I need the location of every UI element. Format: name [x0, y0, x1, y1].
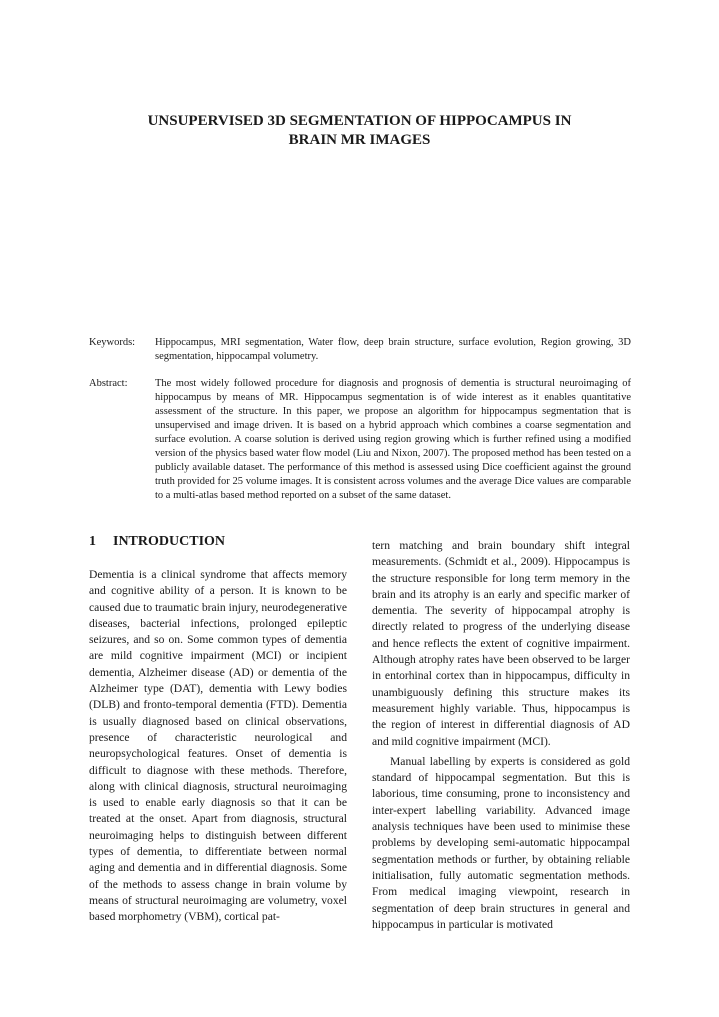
section-heading-introduction	[89, 533, 347, 551]
section-number: 1	[89, 534, 96, 549]
title-line-1: UNSUPERVISED 3D SEGMENTATION OF HIPPOCAMPUS IN	[147, 113, 572, 129]
abstract-text: The most widely followed procedure for diagnosis and prognosis of dementia is structural neuroimaging of hippocampus by means of MR. Hippocampus segmentation is of wide interest as it enables quantitative assessment of the structure. In this paper, we propose an algorithm for hippocampus segmentation that is unsupervised and image driven. It is based on a hybrid approach which combines a coarse segmentation and surface evolution. A coarse solution is derived using region growing which is further refined using a modified version of the physics based water flow model (Liu and Nixon, 2007). The proposed method has been tested on a publicly available dataset. The performance of this method is assessed using Dice coefficient against the ground truth provided for 25 volume images. It is consistent across volumes and the average Dice values are comparable to a multi-atlas based method reported on a subset of the same dataset.	[155, 378, 631, 501]
paper-title	[0, 112, 719, 150]
intro-paragraph-2: Manual labelling by experts is considered as gold standard of hippocampal segmentation. But this is laborious, time consuming, prone to inconsistency and inter-expert labelling variability. Advanced image analysis techniques have been used to minimise these problems by developing semi-automatic hippocampal segmentation methods or further, by obtaining reliable initialisation, fully automatic segmentation methods. From medical imaging viewpoint, research in segmentation of deep brain structures in general and hippocampus in particular is motivated	[372, 754, 630, 931]
intro-paragraph-1-continued: tern matching and brain boundary shift integral measurements. (Schmidt et al., 2009). Hippocampus is the structure responsible for long term memory in the brain and its atrophy is an early and specific marker of dementia. The severity of hippocampal atrophy is directly related to progress of the underlying disease and hence reflects the extent of cognitive impairment. Although atrophy rates have been observed to be larger in entorhinal cortex than in hippocampus, difficulty in unambiguously defining this structure makes its measurement highly variable. Thus, hippocampus is the region of interest in differential diagnosis of AD and mild cognitive impairment (MCI).	[372, 539, 630, 748]
right-column	[372, 538, 630, 933]
section-title: INTRODUCTION	[113, 534, 226, 549]
keywords-text: Hippocampus, MRI segmentation, Water flow, deep brain structure, surface evolution, Region growing, 3D segmentation, hippocampal volumetry.	[155, 337, 631, 362]
left-column	[89, 533, 347, 926]
abstract-label: Abstract:	[89, 378, 128, 389]
keywords-label: Keywords:	[89, 337, 136, 348]
title-line-2: BRAIN MR IMAGES	[288, 132, 431, 148]
intro-paragraph-1: Dementia is a clinical syndrome that affects memory and cognitive ability of a person. It is known to be caused due to traumatic brain injury, neurodegenerative diseases, bacterial infections, prolonged epileptic seizures, and so on. Some common types of dementia are mild cognitive impairment (MCI) or incipient dementia, Alzheimer disease (AD) or dementia of the Alzheimer type (DAT), dementia with Lewy bodies (DLB) and fronto-temporal dementia (FTD). Dementia is usually diagnosed based on clinical observations, presence of characteristic neurological and neuropsychological features. Onset of dementia is difficult to diagnose with these methods. Therefore, along with clinical diagnosis, structural neuroimaging is used to enable early diagnosis so that it can be treated at the onset. Apart from diagnosis, structural neuroimaging helps to distinguish between different types of dementia, to differentiate between normal aging and dementia and in differential diagnosis. Some of the methods to assess change in brain volume by means of structural neuroimaging are volumetry, voxel based morphometry (VBM), cortical pat-	[89, 568, 347, 924]
